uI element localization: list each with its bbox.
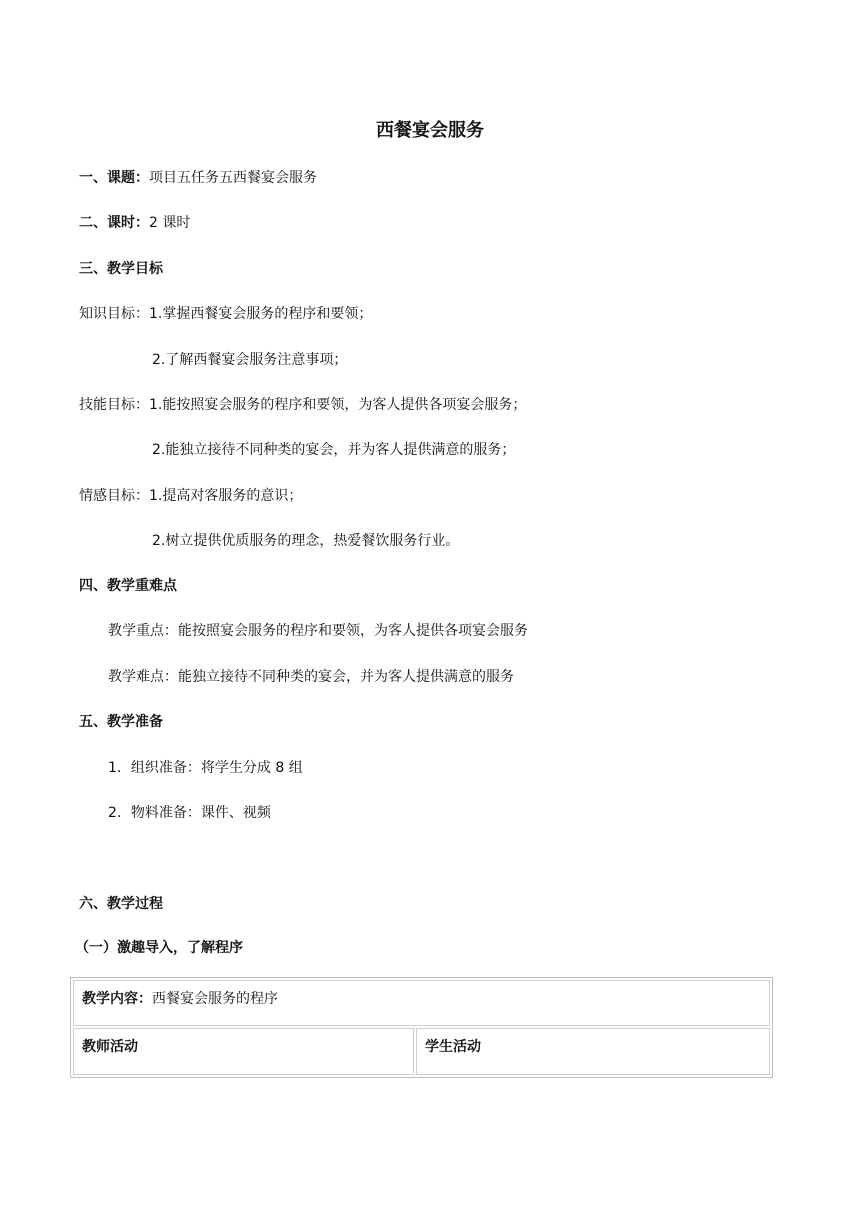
preparation-item: 2．物料准备：课件、视频 (108, 805, 271, 821)
content-label: 教学内容： (82, 991, 152, 1007)
heading-key-points: 四、教学重难点 (79, 578, 177, 594)
skill-label: 技能目标： (79, 397, 149, 413)
emotion-objective-2: 2.树立提供优质服务的理念，热爱餐饮服务行业。 (152, 533, 460, 549)
emotion-objective-1 (79, 486, 302, 506)
content-value: 西餐宴会服务的程序 (152, 991, 278, 1007)
teacher-activity-header: 教师活动 (73, 1028, 414, 1075)
emotion-label: 情感目标： (79, 488, 149, 504)
heading-process: 六、教学过程 (79, 896, 163, 912)
skill-item: 1.能按照宴会服务的程序和要领，为客人提供各项宴会服务； (149, 397, 527, 413)
hours-value: 2 课时 (149, 215, 191, 231)
topic-value: 项目五任务五西餐宴会服务 (149, 170, 317, 186)
difficult-point: 教学难点：能独立接待不同种类的宴会，并为客人提供满意的服务 (108, 669, 514, 685)
key-point: 教学重点：能按照宴会服务的程序和要领，为客人提供各项宴会服务 (108, 623, 528, 639)
section-topic (79, 168, 317, 188)
page-title: 西餐宴会服务 (376, 120, 484, 141)
skill-objective-2: 2.能独立接待不同种类的宴会，并为客人提供满意的服务； (152, 442, 516, 458)
knowledge-label: 知识目标： (79, 306, 149, 322)
content-cell (73, 980, 770, 1026)
lesson-table (70, 977, 773, 1078)
subheading-intro: （一）激趣导入，了解程序 (75, 940, 243, 956)
knowledge-objective-1 (79, 304, 372, 324)
hours-label: 二、课时： (79, 215, 149, 231)
section-hours (79, 213, 190, 233)
heading-preparation: 五、教学准备 (79, 714, 163, 730)
skill-objective-1 (79, 395, 526, 415)
knowledge-objective-2: 2.了解西餐宴会服务注意事项； (152, 352, 348, 368)
heading-objectives: 三、教学目标 (79, 261, 163, 277)
student-activity-header: 学生活动 (416, 1028, 770, 1075)
emotion-item: 1.提高对客服务的意识； (149, 488, 303, 504)
topic-label: 一、课题： (79, 170, 149, 186)
knowledge-item: 1.掌握西餐宴会服务的程序和要领； (149, 306, 373, 322)
preparation-item: 1．组织准备：将学生分成 8 组 (108, 760, 303, 776)
